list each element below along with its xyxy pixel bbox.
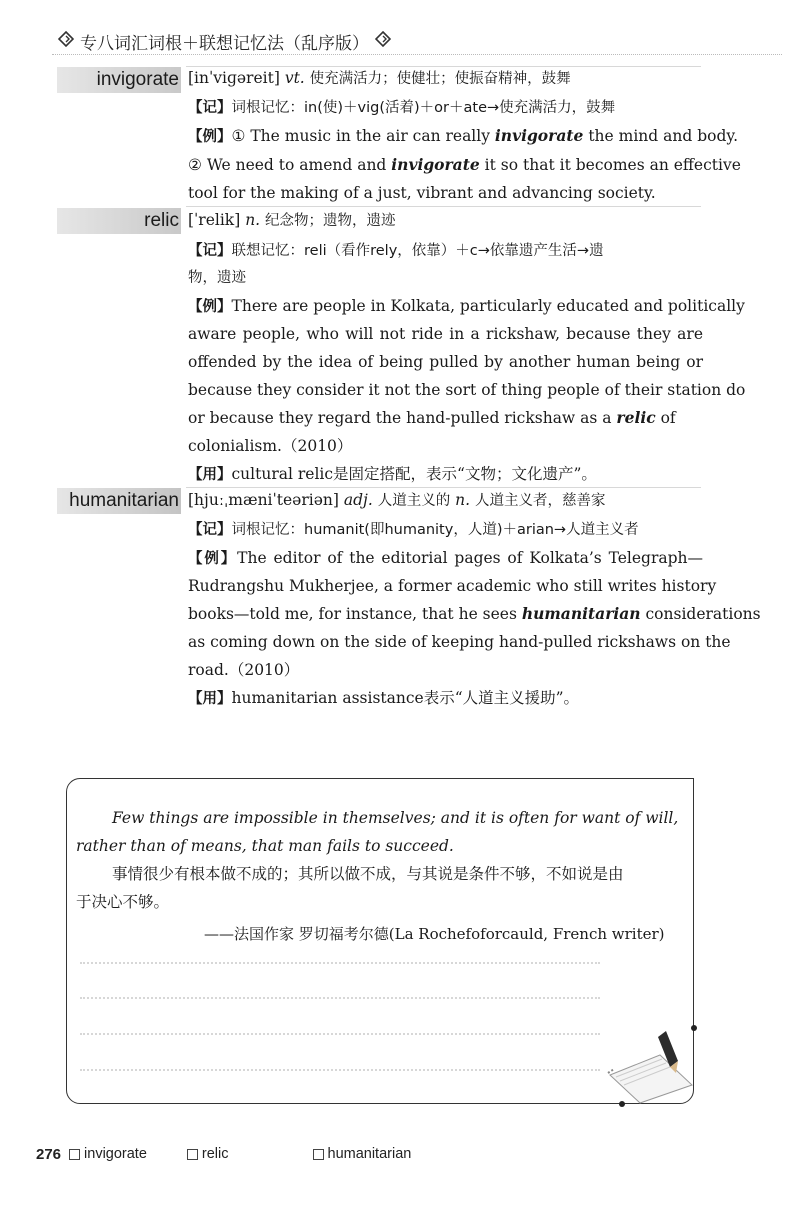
usage-label: 【用】 [188,467,232,483]
example-keyword: humanitarian [521,604,641,623]
memory-line [188,93,703,122]
page-header [52,26,772,56]
pronunciation: [ˈrelik] [188,211,241,229]
memory-text: 联想记忆：reli（看作rely，依靠）＋c→依靠遗产生活→遗 [231,243,604,259]
example-keyword: invigorate [494,126,584,145]
example-text: ① The music in the air can really [231,127,495,145]
definition-line [188,206,703,235]
headword-relic: relic [57,208,181,234]
header-divider [52,54,782,55]
example-line [188,544,703,573]
page-number: 276 [36,1145,62,1163]
part-of-speech: n. [455,491,471,509]
headword-invigorate: invigorate [57,67,181,93]
quote-attribution: ——法国作家 罗切福考尔德(La Rochefoforcauld, French writer) [204,925,665,943]
example-text: The editor of the editorial pages of Kolkata’s Telegraph— [237,549,703,567]
example-line [188,600,761,628]
note-line [80,1069,600,1071]
checkbox-icon [313,1149,324,1160]
memory-line: 物，遗迹 [188,270,246,286]
example-text: considerations [640,605,761,623]
pronunciation: [inˈviɡəreit] [188,69,280,87]
definition: 人道主义的 [377,493,451,509]
quote-english: Few things are impossible in themselves; and it is often for want of will, [112,809,679,827]
usage-text: humanitarian assistance表示“人道主义援助”。 [231,689,580,707]
footer-word [185,1146,229,1162]
example-line: Rudrangshu Mukherjee, a former academic who still writes history [188,577,717,595]
memory-label: 【记】 [188,100,232,116]
example-line: offended by the idea of being pulled by another human being or [188,353,703,371]
header-title: 专八词汇词根＋联想记忆法（乱序版） [80,33,369,54]
example-line [188,151,741,179]
example-text: ② We need to amend and [188,156,392,174]
example-line: road.（2010） [188,661,300,679]
example-line [188,292,745,321]
page-footer [36,1142,411,1166]
pencil-notepad-icon [600,1025,700,1105]
example-text: There are people in Kolkata, particularly educated and politically [231,297,745,315]
footer-word-label: relic [201,1146,229,1162]
checkbox-icon [69,1149,80,1160]
pronunciation: [hjuːˌmæniˈteəriən] [188,491,339,509]
part-of-speech: adj. [343,491,373,509]
example-label: 【例】 [188,551,238,567]
definition-line [188,64,703,93]
memory-text: 词根记忆：in(使)＋vig(活着)＋or＋ate→使充满活力，鼓舞 [231,100,616,116]
quote-chinese: 于决心不够。 [76,893,170,911]
memory-label: 【记】 [188,522,232,538]
example-text: the mind and body. [583,127,738,145]
example-text: it so that it becomes an effective [479,156,741,174]
memory-line [188,236,703,265]
headword-humanitarian: humanitarian [57,488,181,514]
example-label: 【例】 [188,129,232,145]
quote-english: rather than of means, that man fails to succeed. [76,837,454,855]
example-line: tool for the making of a just, vibrant and advancing society. [188,184,656,202]
part-of-speech: vt. [284,69,305,87]
example-line: colonialism.（2010） [188,437,353,455]
part-of-speech: n. [245,211,261,229]
example-line: because they consider it not the sort of thing people of their station do [188,381,746,399]
quote-chinese: 事情很少有根本做不成的；其所以做不成，与其说是条件不够，不如说是由 [112,865,624,883]
footer-word-label: invigorate [84,1146,147,1162]
example-label: 【例】 [188,299,232,315]
definition: 纪念物；遗物，遗迹 [265,213,396,229]
note-line [80,1033,600,1035]
footer-word [311,1146,412,1162]
footer-word [67,1146,147,1162]
note-line [80,962,600,964]
memory-line [188,515,703,544]
memory-text: 词根记忆：humanit(即humanity，人道)＋arian→人道主义者 [231,522,639,538]
example-keyword: relic [616,408,656,427]
diamond-arrow-icon [375,31,391,51]
example-line [188,122,738,151]
footer-word-label: humanitarian [327,1146,412,1162]
checkbox-icon [187,1149,198,1160]
example-keyword: invigorate [391,155,480,174]
example-line [188,404,703,432]
definition: 使充满活力；使健壮；使振奋精神，鼓舞 [309,71,571,87]
diamond-arrow-icon [58,31,74,51]
example-line: aware people, who will not ride in a rickshaw, because they are [188,325,703,343]
usage-label: 【用】 [188,691,232,707]
example-text: of [655,409,676,427]
note-line [80,997,600,999]
usage-text: cultural relic是固定搭配，表示“文物；文化遗产”。 [231,465,597,483]
definition: 人道主义者，慈善家 [475,493,606,509]
example-text: books—told me, for instance, that he sees [188,605,522,623]
example-line: as coming down on the side of keeping hand-pulled rickshaws on the [188,633,731,651]
memory-label: 【记】 [188,243,232,259]
usage-line [188,460,703,489]
usage-line [188,684,703,713]
example-text: or because they regard the hand-pulled rickshaw as a [188,409,617,427]
definition-line [188,486,703,515]
